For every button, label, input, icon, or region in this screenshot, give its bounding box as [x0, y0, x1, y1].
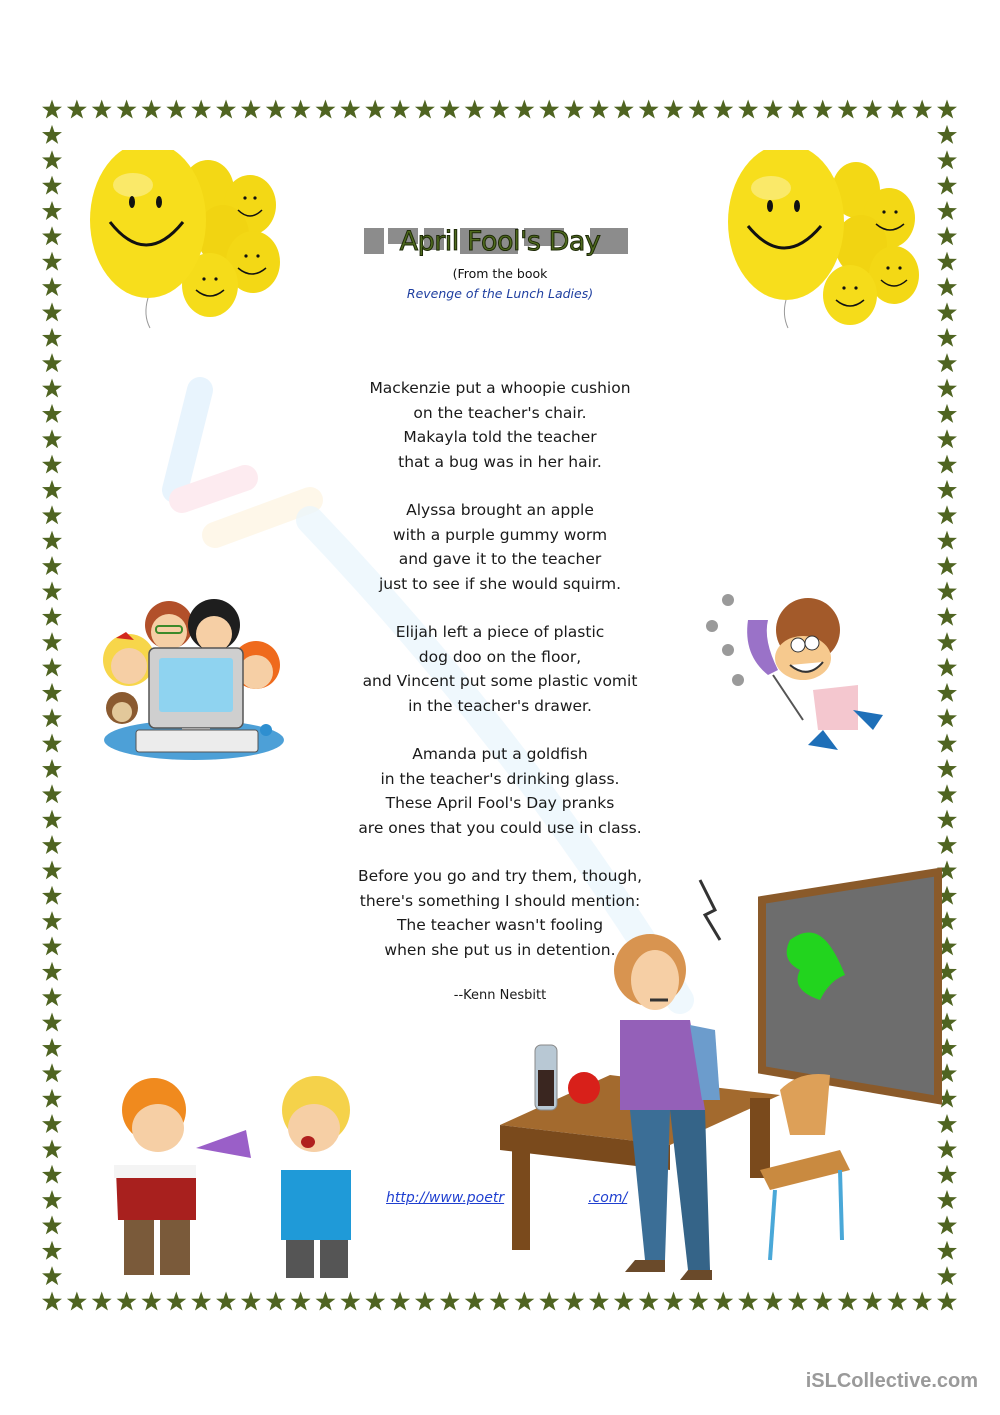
- source-link-end: .com/: [588, 1190, 628, 1206]
- poem-stanza: [300, 742, 700, 840]
- smiley-balloons-right-icon: [726, 150, 926, 335]
- poem-line: and Vincent put some plastic vomit: [362, 672, 638, 690]
- poem-stanza: [300, 498, 700, 596]
- poem-line: are ones that you could use in class.: [358, 818, 642, 837]
- poem-line: Amanda put a goldfish: [412, 745, 588, 763]
- poem-line: Elijah left a piece of plastic: [395, 623, 605, 641]
- poem-line: on the teacher's chair.: [413, 403, 587, 422]
- poem-author: --Kenn Nesbitt: [453, 988, 547, 1003]
- smiley-balloons-left-icon: [88, 150, 288, 335]
- site-watermark: iSLCollective.com: [805, 1370, 978, 1392]
- poem-stanza: [300, 620, 700, 718]
- boys-with-party-horn-illustration: [96, 1070, 386, 1285]
- poem-line: when she put us in detention.: [384, 940, 616, 959]
- poem-line: that a bug was in her hair.: [398, 452, 602, 471]
- poem-line: dog doo on the floor,: [418, 647, 582, 666]
- book-title: Revenge of the Lunch Ladies): [406, 286, 594, 301]
- source-link[interactable]: [386, 1190, 627, 1206]
- poem-line: there's something I should mention:: [359, 891, 641, 910]
- poem-line: in the teacher's drawer.: [408, 696, 592, 715]
- poem-line: in the teacher's drinking glass.: [380, 769, 620, 788]
- page-title: April Fool's Day: [399, 226, 601, 257]
- poem-line: These April Fool's Day pranks: [385, 794, 615, 812]
- poem-line: with a purple gummy worm: [392, 525, 608, 544]
- poem-line: Makayla told the teacher: [403, 428, 597, 446]
- poem-line: Mackenzie put a whoopie cushion: [369, 379, 631, 397]
- poem-line: Before you go and try them, though,: [357, 867, 643, 885]
- poem-line: The teacher wasn't fooling: [396, 916, 604, 934]
- source-note: (From the book: [452, 266, 548, 281]
- poem-line: and gave it to the teacher: [398, 550, 602, 568]
- angry-teacher-classroom-illustration: [490, 860, 950, 1285]
- source-link-start: http://www.poetr: [386, 1190, 505, 1206]
- poem-stanza: [300, 376, 700, 474]
- kids-at-computer-illustration: [94, 580, 294, 765]
- poem-line: just to see if she would squirm.: [378, 574, 622, 593]
- poem-line: Alyssa brought an apple: [406, 501, 594, 519]
- boy-with-feather-duster-illustration: [698, 580, 898, 755]
- title-block: [340, 222, 660, 303]
